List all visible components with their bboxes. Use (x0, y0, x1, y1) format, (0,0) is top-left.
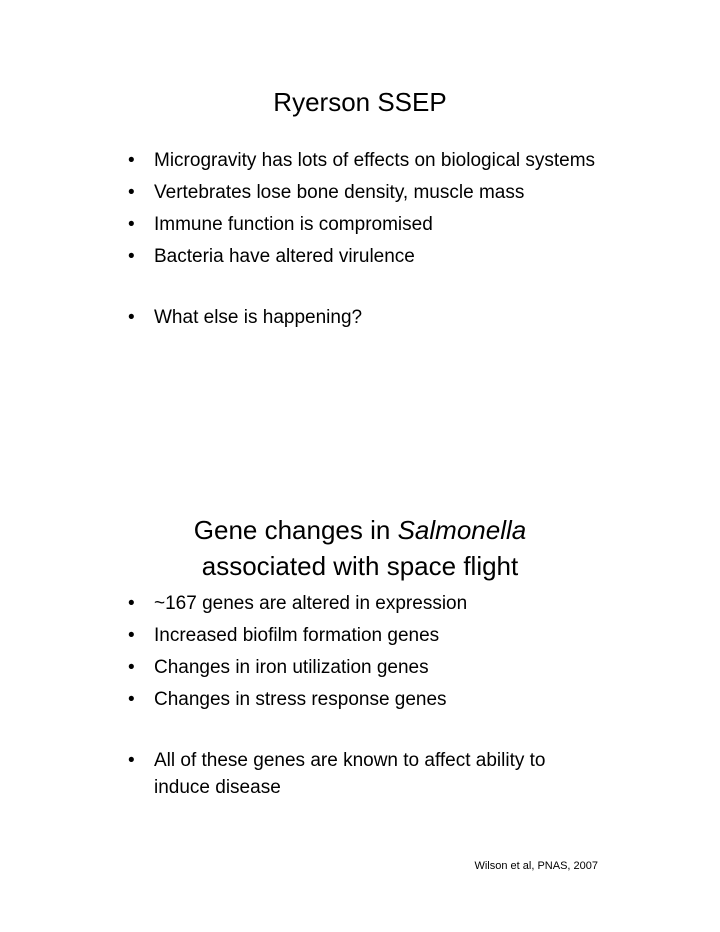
bullet-text: Changes in stress response genes (154, 689, 447, 710)
bullet-text: Bacteria have altered virulence (154, 246, 415, 267)
bullet-dot: • (128, 689, 135, 710)
bullet-item (128, 590, 598, 617)
bullet-dot: • (128, 750, 135, 771)
slide-ryerson-ssep (0, 0, 720, 440)
bullet-dot: • (128, 625, 135, 646)
bullet-item (128, 179, 598, 206)
bullet-text: What else is happening? (154, 307, 363, 328)
bullet-item (128, 686, 598, 713)
bullet-text: Changes in iron utilization genes (154, 657, 429, 678)
bullet-dot: • (128, 246, 135, 267)
bullet-dot: • (128, 150, 135, 171)
citation: Wilson et al, PNAS, 2007 (474, 860, 598, 872)
bullet-list (128, 147, 598, 336)
bullet-item (128, 622, 598, 649)
title-part2: associated with space flight (201, 551, 519, 581)
bullet-text: All of these genes are known to affect ability to induce disease (154, 750, 546, 798)
bullet-text: Immune function is compromised (154, 214, 433, 235)
bullet-item (128, 654, 598, 681)
slide-title: Ryerson SSEP (273, 87, 447, 117)
bullet-text: Vertebrates lose bone density, muscle mass (154, 182, 525, 203)
bullet-dot: • (128, 593, 135, 614)
bullet-text: Microgravity has lots of effects on biological systems (154, 150, 596, 171)
title-part1: Gene changes in (193, 515, 398, 545)
bullet-text: ~167 genes are altered in expression (154, 593, 468, 614)
bullet-item (128, 211, 598, 238)
bullet-text: Increased biofilm formation genes (154, 625, 440, 646)
bullet-dot: • (128, 657, 135, 678)
bullet-item (128, 147, 598, 174)
title-italic: Salmonella (397, 515, 527, 545)
slide-salmonella-gene-changes (0, 470, 720, 932)
bullet-dot: • (128, 182, 135, 203)
bullet-item (128, 747, 598, 801)
bullet-item (128, 243, 598, 270)
slide-title (100, 512, 620, 584)
bullet-dot: • (128, 307, 135, 328)
bullet-dot: • (128, 214, 135, 235)
bullet-list (128, 590, 598, 806)
bullet-item (128, 304, 598, 331)
